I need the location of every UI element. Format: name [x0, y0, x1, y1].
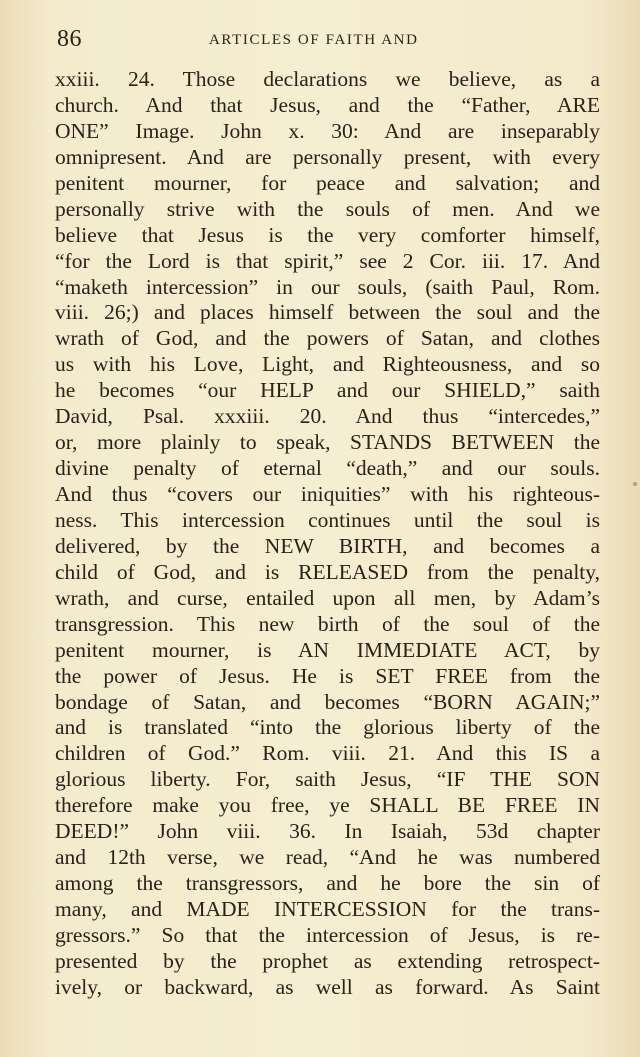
text-line: “for the Lord is that spirit,” see 2 Cor. iii. 17. And: [55, 248, 600, 273]
text-line: among the transgressors, and he bore the sin of: [55, 871, 600, 896]
text-line: transgression. This new birth of the soul of the: [55, 611, 600, 636]
text-line: DEED!” John viii. 36. In Isaiah, 53d chapter: [55, 819, 600, 844]
text-line: bondage of Satan, and becomes “BORN AGAIN;”: [55, 689, 600, 714]
text-line: “maketh intercession” in our souls, (saith Paul, Rom.: [55, 274, 600, 299]
text-line: wrath, and curse, entailed upon all men, by Adam’s: [55, 585, 600, 610]
text-line: ively, or backward, as well as forward. As Saint: [55, 974, 600, 999]
text-line: or, more plainly to speak, STANDS BETWEEN the: [55, 430, 600, 455]
text-line: omnipresent. And are personally present, with every: [55, 144, 600, 169]
text-line: the power of Jesus. He is SET FREE from the: [55, 663, 600, 688]
text-line: xxiii. 24. Those declarations we believe, as a: [55, 67, 600, 91]
text-line: ONE” Image. John x. 30: And are inseparably: [55, 118, 600, 143]
text-line: and is translated “into the glorious liberty of the: [55, 715, 600, 740]
page-number: 86: [57, 26, 82, 52]
text-line: therefore make you free, ye SHALL BE FREE IN: [55, 793, 600, 818]
text-line: child of God, and is RELEASED from the penalty,: [55, 559, 600, 584]
text-line: gressors.” So that the intercession of Jesus, is re-: [55, 922, 600, 947]
text-line: David, Psal. xxxiii. 20. And thus “intercedes,”: [55, 404, 600, 429]
page-header: [57, 26, 600, 56]
text-line: divine penalty of eternal “death,” and our souls.: [55, 456, 600, 481]
text-line: he becomes “our HELP and our SHIELD,” saith: [55, 378, 600, 403]
text-line: glorious liberty. For, saith Jesus, “IF THE SON: [55, 767, 600, 792]
text-line: penitent mourner, for peace and salvation; and: [55, 170, 600, 195]
text-line: presented by the prophet as extending retrospect-: [55, 948, 600, 973]
paper-speck: [633, 482, 637, 486]
running-head: ARTICLES OF FAITH AND: [209, 32, 419, 48]
text-line: viii. 26;) and places himself between the soul and the: [55, 300, 600, 325]
text-line: ness. This intercession continues until the soul is: [55, 507, 600, 532]
text-line: many, and MADE INTERCESSION for the trans-: [55, 897, 600, 921]
text-line: children of God.” Rom. viii. 21. And this IS a: [55, 741, 600, 766]
text-line: and 12th verse, we read, “And he was numbered: [55, 845, 600, 870]
text-line: wrath of God, and the powers of Satan, and clothes: [55, 326, 600, 351]
text-line: us with his Love, Light, and Righteousness, and so: [55, 352, 600, 377]
text-line: believe that Jesus is the very comforter himself,: [55, 222, 600, 247]
text-line: church. And that Jesus, and the “Father, ARE: [55, 92, 600, 117]
body-text: [55, 67, 600, 1001]
text-line: delivered, by the NEW BIRTH, and becomes a: [55, 533, 600, 558]
text-line: penitent mourner, is AN IMMEDIATE ACT, by: [55, 637, 600, 662]
text-line: personally strive with the souls of men. And we: [55, 196, 600, 221]
text-line: And thus “covers our iniquities” with his righteous-: [55, 482, 600, 506]
